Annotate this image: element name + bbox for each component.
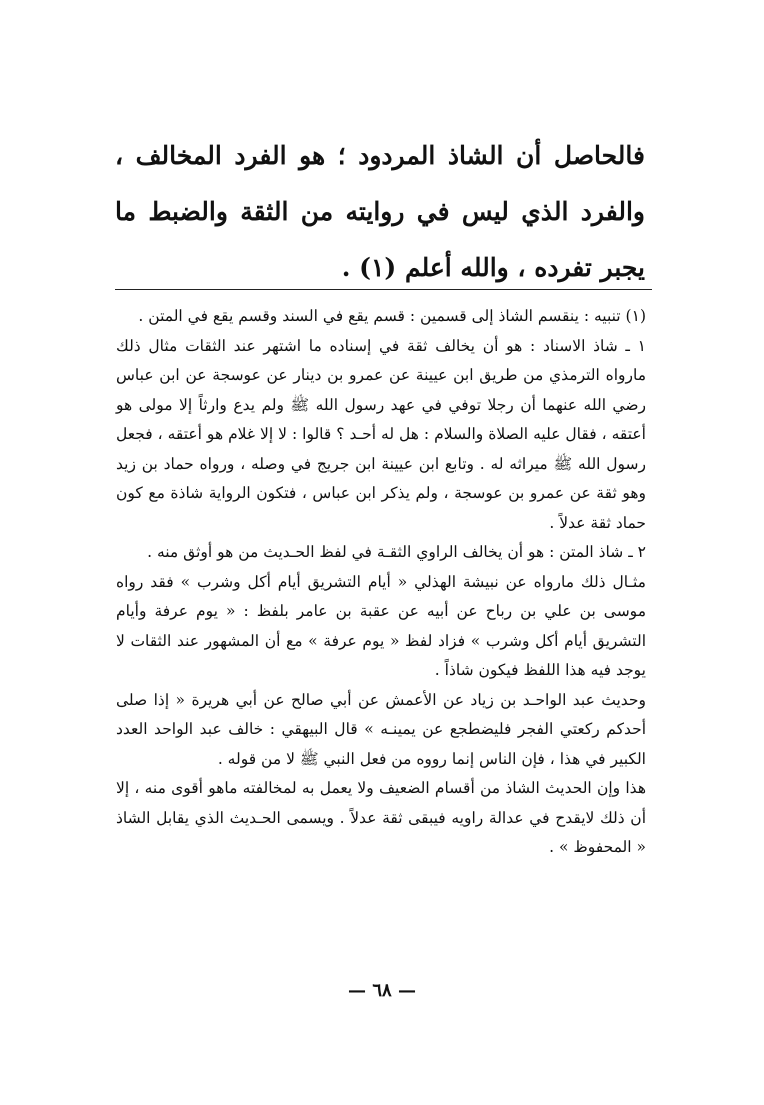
footnote-note-heading: (١) تنبيه : ينقسم الشاذ إلى قسمين : قسم يقع في السند وقسم يقع في المتن .: [138, 307, 646, 325]
footnotes-section: [116, 302, 646, 863]
page-number: — ٦٨ —: [348, 980, 416, 1001]
footnote-paragraph-hadith: وحديث عبد الواحـد بن زياد عن الأعمش عن أبي صالح عن أبي هريرة « إذا صلى أحدكم ركعتي الفجر فليضطجع عن يمينـه » قال البيهقي : خالف عبد الواحد العدد الكبير في هذا ، فإن الناس إنما رووه من فعل النبي ﷺ لا من قوله .: [116, 690, 646, 768]
main-paragraph: فالحاصل أن الشاذ المردود ؛ هو الفرد المخالف ، والفرد الذي ليس في روايته من الثقة والضبط ما يجبر تفرده ، والله أعلم (١) .: [115, 141, 645, 282]
footnote-divider: [115, 289, 652, 290]
footnote-paragraph-isnad: ١ ـ شاذ الاسناد : هو أن يخالف ثقة في إسناده ما اشتهر عند الثقات مثال ذلك مارواه الترمذي من طريق ابن عيينة عن عمرو بن دينار عن عوسجة عن ابن عباس رضي الله عنهما أن رجلا توفي في عهد رسول الله ﷺ ولم يدع وارثاً إلا مولى هو أعتقه ، فقال عليه الصلاة والسلام : هل له أحـد ؟ قالوا : لا إلا غلام هو أعتقه ، فجعل رسول الله ﷺ ميراثه له . وتابع ابن عيينة ابن جريج في وصله ، ورواه حماد بن زيد وهو ثقة عن عمرو بن عوسجة ، ولم يذكر ابن عباس ، فتكون الرواية شاذة مع كون حماد ثقة عدلاً .: [116, 336, 646, 532]
main-text: [115, 128, 645, 296]
footnote-paragraph-example: مثـال ذلك مارواه عن نبيشة الهذلي « أيام التشريق أيام أكل وشرب » فقد رواه موسى بن علي بن رباح عن أبيه عن عقبة بن عامر بلفظ : « يوم عرفة وأيام التشريق أيام أكل وشرب » فزاد لفظ « يوم عرفة » مع أن المشهور عند الثقات لا يوجد فيه هذا اللفظ فيكون شاذاً .: [116, 572, 646, 679]
footnote-paragraph-conclusion: هذا وإن الحديث الشاذ من أقسام الضعيف ولا يعمل به لمخالفته ماهو أقوى منه ، إلا أن ذلك لايقدح في عدالة راويه فيبقى ثقة عدلاً . ويسمى الحـديث الذي يقابل الشاذ « المحفوظ » .: [116, 779, 646, 856]
footnote-paragraph-matn: ٢ ـ شاذ المتن : هو أن يخالف الراوي الثقـة في لفظ الحـديث من هو أوثق منه .: [147, 543, 646, 561]
